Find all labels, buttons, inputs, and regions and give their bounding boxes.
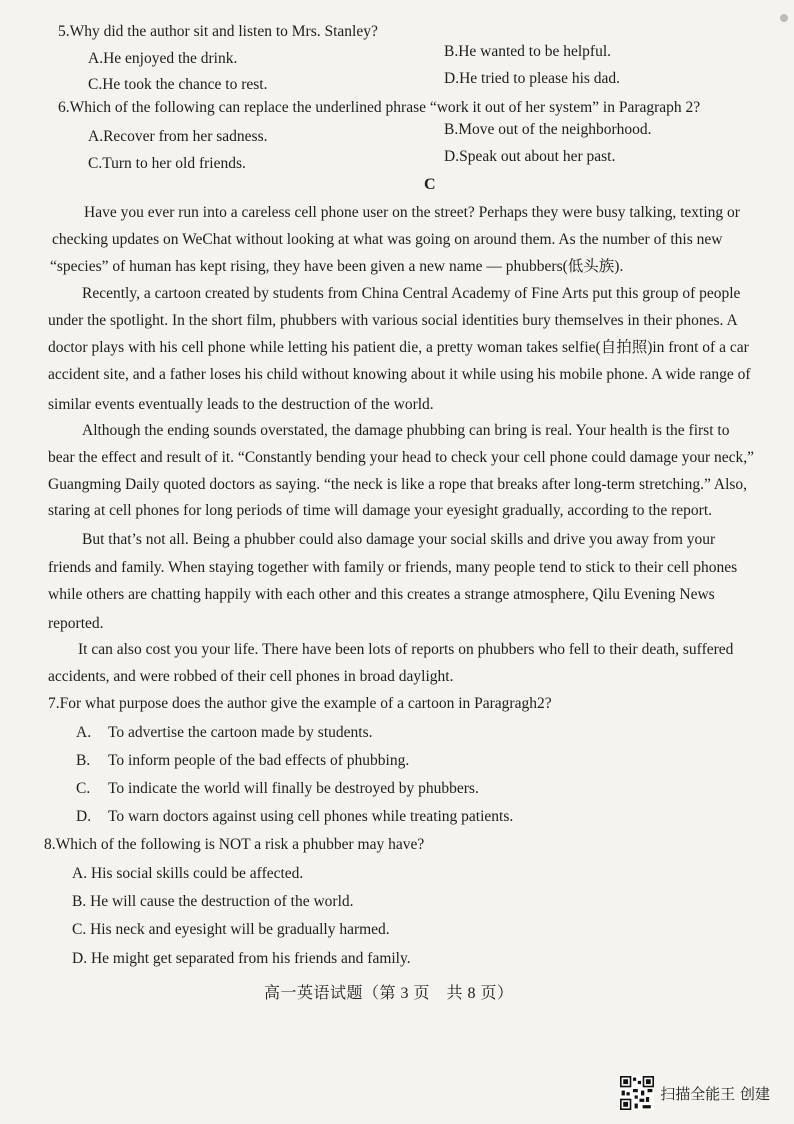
option-text: To advertise the cartoon made by students. xyxy=(108,724,373,741)
q7-option-a xyxy=(76,723,373,743)
passage-line: accident site, and a father loses his child without knowing about it while using his mobile phone. A wide range of xyxy=(48,366,751,383)
q8-question: 8.Which of the following is NOT a risk a phubber may have? xyxy=(44,836,425,853)
passage-line: Recently, a cartoon created by students from China Central Academy of Fine Arts put this group of people xyxy=(82,285,741,302)
option-letter: A. xyxy=(76,724,92,741)
q8-option-a: A. His social skills could be affected. xyxy=(72,865,304,882)
q6-option-c: C.Turn to her old friends. xyxy=(88,155,246,172)
q5-question: 5.Why did the author sit and listen to Mrs. Stanley? xyxy=(58,23,378,40)
q8-option-c: C. His neck and eyesight will be gradually harmed. xyxy=(72,921,390,938)
q5-option-c: C.He took the chance to rest. xyxy=(88,76,268,93)
q6-option-d: D.Speak out about her past. xyxy=(444,148,616,165)
q6-option-b: B.Move out of the neighborhood. xyxy=(444,121,652,138)
q8-option-d: D. He might get separated from his friends and family. xyxy=(72,950,411,967)
passage-line: doctor plays with his cell phone while letting his patient die, a pretty woman takes selfie(自拍照)in front of a car xyxy=(48,339,749,356)
passage-line: reported. xyxy=(48,615,104,632)
q7-question: 7.For what purpose does the author give the example of a cartoon in Paragragh2? xyxy=(48,695,552,712)
passage-line: friends and family. When staying together with family or friends, many people tend to stick to their cell phones xyxy=(48,559,738,576)
q5-option-a: A.He enjoyed the drink. xyxy=(88,50,238,67)
q6-option-a: A.Recover from her sadness. xyxy=(88,128,268,145)
scan-speck xyxy=(780,14,788,22)
passage-line: It can also cost you your life. There have been lots of reports on phubbers who fell to their death, suffered xyxy=(78,641,734,658)
q7-option-c xyxy=(76,779,479,799)
passage-line: while others are chatting happily with each other and this creates a strange atmosphere, Qilu Evening News xyxy=(48,586,715,603)
option-text: To warn doctors against using cell phones while treating patients. xyxy=(108,808,514,825)
q8-option-b: B. He will cause the destruction of the world. xyxy=(72,893,354,910)
q7-option-d xyxy=(76,807,513,827)
q7-option-b xyxy=(76,751,409,771)
passage-line: Guangming Daily quoted doctors as saying. “the neck is like a rope that breaks after long-term stretching.” Also, xyxy=(48,476,748,493)
passage-line: under the spotlight. In the short film, phubbers with various social identities bury themselves in their phones. A xyxy=(48,312,738,329)
q6-question: 6.Which of the following can replace the underlined phrase “work it out of her system” in Paragraph 2? xyxy=(58,99,701,116)
qr-code-icon xyxy=(620,1076,654,1110)
scanner-watermark xyxy=(620,1076,770,1110)
section-heading: C xyxy=(424,176,436,193)
passage-line: bear the effect and result of it. “Constantly bending your head to check your cell phone could damage your neck,” xyxy=(48,449,755,466)
passage-line: “species” of human has kept rising, they have been given a new name — phubbers(低头族). xyxy=(50,258,624,275)
option-text: To inform people of the bad effects of phubbing. xyxy=(108,752,410,769)
q5-option-d: D.He tried to please his dad. xyxy=(444,70,621,87)
passage-line: Have you ever run into a careless cell phone user on the street? Perhaps they were busy talking, texting or xyxy=(84,204,740,221)
passage-line: But that’s not all. Being a phubber could also damage your social skills and drive you away from your xyxy=(82,531,716,548)
passage-line: checking updates on WeChat without looking at what was going on around them. As the number of this new xyxy=(52,231,723,248)
passage-line: Although the ending sounds overstated, the damage phubbing can bring is real. Your health is the first to xyxy=(82,422,730,439)
passage-line: staring at cell phones for long periods of time will damage your eyesight gradually, according to the report. xyxy=(48,502,713,519)
q5-option-b: B.He wanted to be helpful. xyxy=(444,43,612,60)
option-text: To indicate the world will finally be destroyed by phubbers. xyxy=(108,780,479,797)
passage-line: accidents, and were robbed of their cell phones in broad daylight. xyxy=(48,668,454,685)
page-footer: 高一英语试题（第 3 页 共 8 页） xyxy=(264,985,514,1002)
scanner-label: 扫描全能王 创建 xyxy=(660,1084,770,1103)
passage-line: similar events eventually leads to the destruction of the world. xyxy=(48,396,434,413)
option-letter: B. xyxy=(76,752,91,769)
option-letter: C. xyxy=(76,780,91,797)
option-letter: D. xyxy=(76,808,92,825)
